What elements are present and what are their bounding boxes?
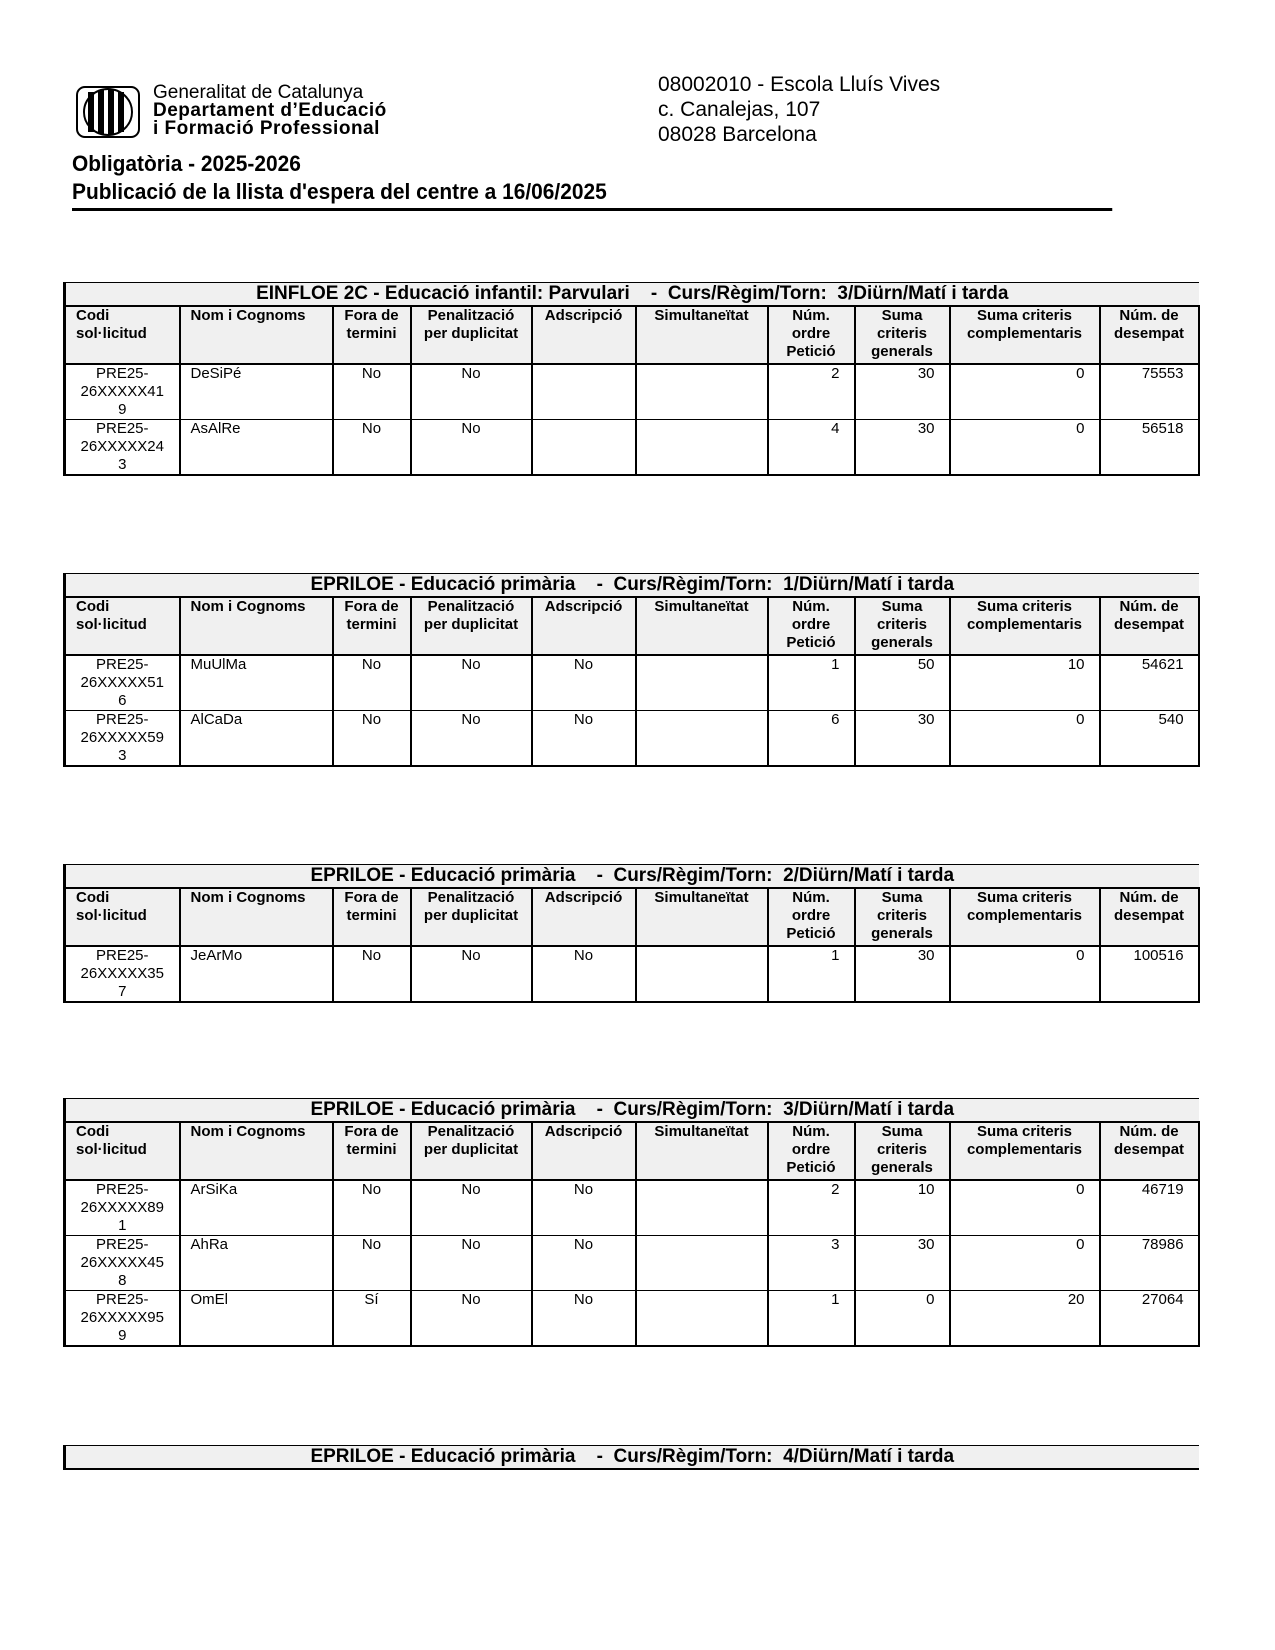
table-cell: PRE25-26XXXXX243 [65, 420, 180, 476]
organization-name [153, 84, 387, 138]
table-cell: No [532, 1291, 636, 1347]
waiting-list-table [63, 864, 1200, 1003]
table-cell: No [333, 1236, 411, 1291]
table-cell: 1 [768, 1291, 855, 1347]
table-cell: 27064 [1100, 1291, 1199, 1347]
table-cell: 78986 [1100, 1236, 1199, 1291]
column-header: Suma criteris generals [855, 597, 950, 655]
waiting-list-table [63, 282, 1200, 476]
table-cell: No [333, 946, 411, 1002]
table-cell: 10 [950, 655, 1100, 711]
column-header: Suma criteris complementaris [950, 306, 1100, 364]
table-cell: PRE25-26XXXXX891 [65, 1180, 180, 1236]
column-header: Simultaneïtat [636, 1122, 768, 1180]
column-header: Núm. ordre Petició [768, 1122, 855, 1180]
table-cell: 30 [855, 364, 950, 420]
school-city: 08028 Barcelona [658, 123, 817, 146]
column-header: Núm. ordre Petició [768, 306, 855, 364]
table-cell: 0 [855, 1291, 950, 1347]
table-cell: 46719 [1100, 1180, 1199, 1236]
table-cell: 56518 [1100, 420, 1199, 476]
org-line-2: Departament d’Educació [153, 100, 387, 121]
table-cell: No [411, 655, 532, 711]
column-header: Simultaneïtat [636, 306, 768, 364]
table-cell: AlCaDa [180, 711, 333, 767]
table-cell: 30 [855, 420, 950, 476]
table-cell [532, 364, 636, 420]
table-cell: 100516 [1100, 946, 1199, 1002]
table-cell: No [333, 420, 411, 476]
column-header: Adscripció [532, 1122, 636, 1180]
table-row [65, 1291, 1199, 1347]
table-cell: No [333, 1180, 411, 1236]
table-row [65, 420, 1199, 476]
table-row [65, 711, 1199, 767]
table-cell: 2 [768, 364, 855, 420]
table-title: EPRILOE - Educació primària - Curs/Règim/Torn: 1/Diürn/Matí i tarda [65, 574, 1199, 598]
table-cell: DeSiPé [180, 364, 333, 420]
table-cell: JeArMo [180, 946, 333, 1002]
column-header: Núm. ordre Petició [768, 597, 855, 655]
column-header: Núm. de desempat [1100, 306, 1199, 364]
table-cell: 0 [950, 711, 1100, 767]
column-header: Codi sol·licitud [65, 597, 180, 655]
waiting-list-table [63, 1098, 1200, 1347]
table-cell: No [411, 364, 532, 420]
column-header: Penalització per duplicitat [411, 306, 532, 364]
waiting-list-table [63, 573, 1200, 767]
column-header: Suma criteris generals [855, 1122, 950, 1180]
table-cell [636, 655, 768, 711]
table-cell: 75553 [1100, 364, 1199, 420]
table-cell: OmEl [180, 1291, 333, 1347]
generalitat-logo-icon [76, 86, 140, 138]
column-header: Fora de termini [333, 597, 411, 655]
column-header: Nom i Cognoms [180, 597, 333, 655]
table-cell [636, 1291, 768, 1347]
table-cell: 2 [768, 1180, 855, 1236]
table-cell: 10 [855, 1180, 950, 1236]
table-cell: No [532, 655, 636, 711]
table-cell: PRE25-26XXXXX959 [65, 1291, 180, 1347]
table-cell [532, 420, 636, 476]
table-cell: No [411, 1291, 532, 1347]
table-cell: PRE25-26XXXXX458 [65, 1236, 180, 1291]
table-cell: No [532, 1236, 636, 1291]
column-header: Adscripció [532, 597, 636, 655]
table-cell: 6 [768, 711, 855, 767]
column-header: Penalització per duplicitat [411, 597, 532, 655]
column-header: Núm. de desempat [1100, 597, 1199, 655]
table-cell: No [411, 1180, 532, 1236]
column-header: Suma criteris generals [855, 888, 950, 946]
column-header: Simultaneïtat [636, 597, 768, 655]
table-cell: PRE25-26XXXXX419 [65, 364, 180, 420]
table-title: EPRILOE - Educació primària - Curs/Règim/Torn: 3/Diürn/Matí i tarda [65, 1099, 1199, 1123]
column-header: Fora de termini [333, 1122, 411, 1180]
column-header: Codi sol·licitud [65, 306, 180, 364]
school-name: 08002010 - Escola Lluís Vives [658, 73, 941, 96]
column-header: Penalització per duplicitat [411, 1122, 532, 1180]
table-cell: 0 [950, 420, 1100, 476]
table-cell: No [333, 655, 411, 711]
column-header: Adscripció [532, 306, 636, 364]
table-cell: 30 [855, 946, 950, 1002]
column-header: Fora de termini [333, 888, 411, 946]
table-row [65, 364, 1199, 420]
table-cell: AsAlRe [180, 420, 333, 476]
column-header: Suma criteris complementaris [950, 1122, 1100, 1180]
column-header: Suma criteris complementaris [950, 597, 1100, 655]
table-cell: 0 [950, 1236, 1100, 1291]
table-cell: 0 [950, 946, 1100, 1002]
table-cell: Sí [333, 1291, 411, 1347]
table-cell: PRE25-26XXXXX516 [65, 655, 180, 711]
school-address [658, 72, 940, 147]
table-cell: 54621 [1100, 655, 1199, 711]
column-header: Núm. de desempat [1100, 888, 1199, 946]
waiting-list-table [63, 1445, 1199, 1470]
school-street: c. Canalejas, 107 [658, 98, 821, 121]
column-header: Suma criteris generals [855, 306, 950, 364]
table-cell: No [333, 711, 411, 767]
table-cell: MuUlMa [180, 655, 333, 711]
table-cell: No [333, 364, 411, 420]
table-cell: 1 [768, 946, 855, 1002]
table-cell [636, 1180, 768, 1236]
column-header: Codi sol·licitud [65, 888, 180, 946]
column-header: Adscripció [532, 888, 636, 946]
table-cell [636, 711, 768, 767]
table-cell: No [532, 1180, 636, 1236]
column-header: Suma criteris complementaris [950, 888, 1100, 946]
table-row [65, 1236, 1199, 1291]
table-cell: No [411, 1236, 532, 1291]
table-cell: 1 [768, 655, 855, 711]
table-cell: ArSiKa [180, 1180, 333, 1236]
table-cell: No [532, 711, 636, 767]
table-cell: 20 [950, 1291, 1100, 1347]
title-line-1: Obligatòria - 2025-2026 [72, 151, 301, 176]
table-cell: 30 [855, 1236, 950, 1291]
table-cell [636, 946, 768, 1002]
table-cell: No [411, 946, 532, 1002]
table-title: EPRILOE - Educació primària - Curs/Règim/Torn: 4/Diürn/Matí i tarda [65, 1446, 1199, 1470]
table-title: EINFLOE 2C - Educació infantil: Parvulari - Curs/Règim/Torn: 3/Diürn/Matí i tarda [65, 283, 1199, 307]
table-cell: No [532, 946, 636, 1002]
column-header: Penalització per duplicitat [411, 888, 532, 946]
column-header: Nom i Cognoms [180, 306, 333, 364]
org-line-1: Generalitat de Catalunya [153, 82, 364, 103]
title-line-2: Publicació de la llista d'espera del centre a 16/06/2025 [72, 179, 607, 204]
page-title [72, 150, 1112, 211]
table-cell: 0 [950, 364, 1100, 420]
table-cell [636, 364, 768, 420]
column-header: Simultaneïtat [636, 888, 768, 946]
table-cell: 0 [950, 1180, 1100, 1236]
org-line-3: i Formació Professional [153, 118, 380, 139]
column-header: Fora de termini [333, 306, 411, 364]
table-cell: AhRa [180, 1236, 333, 1291]
table-cell: 50 [855, 655, 950, 711]
column-header: Nom i Cognoms [180, 1122, 333, 1180]
table-row [65, 655, 1199, 711]
table-row [65, 1180, 1199, 1236]
table-cell: 30 [855, 711, 950, 767]
table-cell [636, 420, 768, 476]
table-row [65, 946, 1199, 1002]
table-cell: 4 [768, 420, 855, 476]
table-cell: No [411, 420, 532, 476]
table-cell: PRE25-26XXXXX593 [65, 711, 180, 767]
table-cell: 540 [1100, 711, 1199, 767]
table-cell [636, 1236, 768, 1291]
table-cell: 3 [768, 1236, 855, 1291]
table-title: EPRILOE - Educació primària - Curs/Règim/Torn: 2/Diürn/Matí i tarda [65, 865, 1199, 889]
column-header: Núm. de desempat [1100, 1122, 1199, 1180]
column-header: Codi sol·licitud [65, 1122, 180, 1180]
column-header: Núm. ordre Petició [768, 888, 855, 946]
table-cell: PRE25-26XXXXX357 [65, 946, 180, 1002]
table-cell: No [411, 711, 532, 767]
column-header: Nom i Cognoms [180, 888, 333, 946]
